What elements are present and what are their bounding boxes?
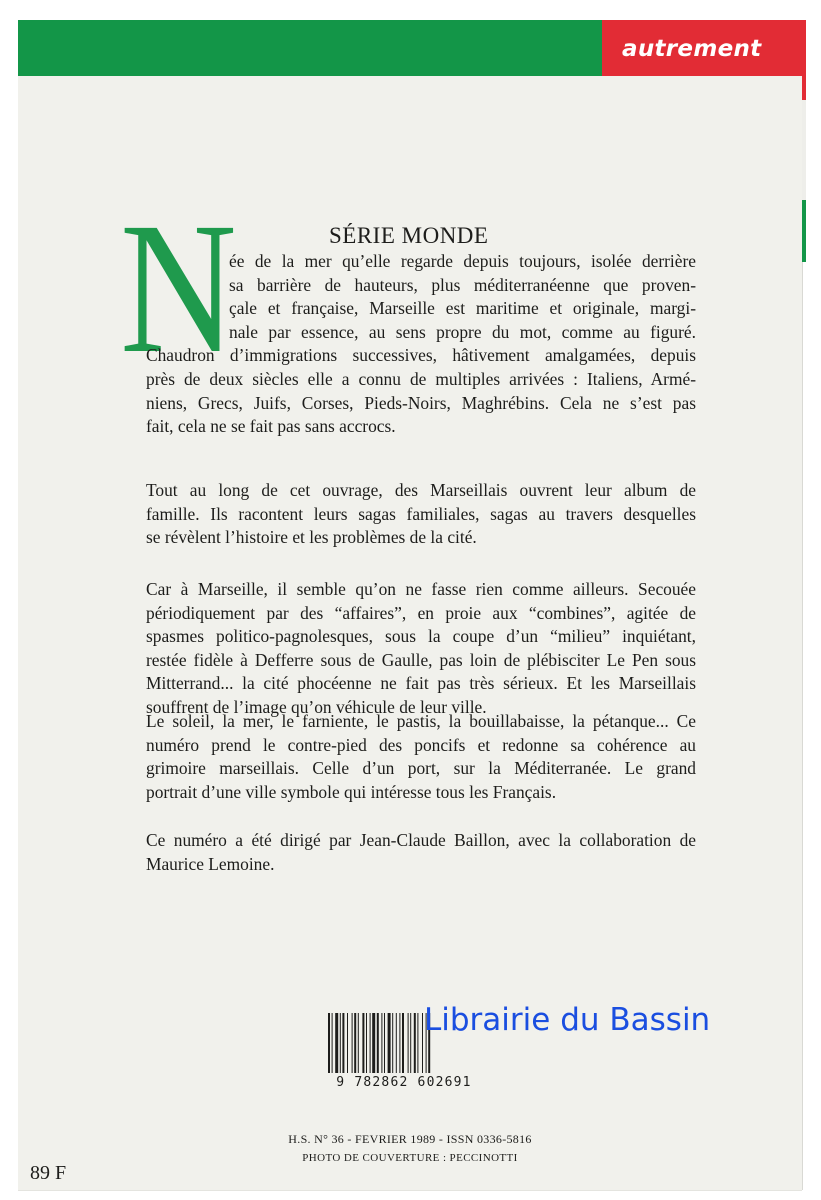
spine-white-edge <box>802 100 806 200</box>
spine-green-edge <box>802 200 806 262</box>
barcode-bar <box>372 1013 375 1073</box>
barcode-bar <box>399 1013 400 1073</box>
text-line: restée fidèle à Defferre sous de Gaulle, pas loin de plébisciter Le Pen sous <box>146 649 696 670</box>
text-line: près de deux siècles elle a connu de multiples arrivées : Italiens, Armé- <box>146 368 696 389</box>
barcode-bar <box>384 1013 385 1073</box>
barcode-bar <box>328 1013 330 1073</box>
barcode-bar <box>422 1013 423 1073</box>
spine-red-edge <box>802 20 806 100</box>
text-line: sa barrière de hauteurs, plus méditerranéenne que proven- <box>229 274 696 295</box>
text-line: grimoire marseillais. Celle d’un port, sur la Méditerranée. Le grand <box>146 758 696 779</box>
barcode-bar <box>354 1013 356 1073</box>
text-line: numéro prend le contre-pied des poncifs et redonne sa cohérence au <box>146 734 696 755</box>
text-line: ée de la mer qu’elle regarde depuis toujours, isolée derrière <box>229 251 696 271</box>
barcode-bar <box>417 1013 418 1073</box>
text-line: Mitterrand... la cité phocéenne ne fait pas très sérieux. Et les Marseillais <box>146 673 696 694</box>
text-line: Tout au long de cet ouvrage, des Marseillais ouvrent leur album de <box>146 480 696 500</box>
text-line: portrait d’une ville symbole qui intéresse tous les Français. <box>146 781 557 802</box>
barcode-bar <box>414 1013 416 1073</box>
text-line: Ce numéro a été dirigé par Jean-Claude Baillon, avec la collaboration de <box>146 830 696 850</box>
text-line: fait, cela ne se fait pas sans accrocs. <box>146 416 396 437</box>
barcode-bar <box>410 1013 411 1073</box>
text-line: périodiquement par des “affaires”, en proie aux “combines”, agitée de <box>146 602 696 623</box>
barcode-bar <box>352 1013 353 1073</box>
barcode-bar <box>408 1013 409 1073</box>
paragraph-credits <box>146 829 696 876</box>
barcode-digits: 9 782862 602691 <box>336 1075 472 1090</box>
text-line: Le soleil, la mer, le farniente, le pastis, la bouillabaisse, la pétanque... Ce <box>146 711 696 731</box>
barcode-bar <box>358 1013 359 1073</box>
drop-cap-letter: N <box>120 183 237 392</box>
green-header-band <box>18 20 602 76</box>
barcode-bar <box>347 1013 348 1073</box>
text-line: Car à Marseille, il semble qu’on ne fasse rien comme ailleurs. Secouée <box>146 579 696 599</box>
barcode-bar <box>381 1013 382 1073</box>
text-line: nale par essence, au sens propre du mot, comme au figuré. <box>229 321 696 342</box>
text-line: niens, Grecs, Juifs, Corses, Pieds-Noirs, Maghrébins. Cela ne s’est pas <box>146 392 696 413</box>
barcode-bar <box>342 1013 344 1073</box>
barcode-bar <box>340 1013 341 1073</box>
text-line: Maurice Lemoine. <box>146 853 275 874</box>
barcode-bar <box>402 1013 404 1073</box>
barcode-bar <box>377 1013 379 1073</box>
paragraph-album <box>146 479 696 550</box>
barcode-bar <box>362 1013 364 1073</box>
barcode-bar <box>388 1013 391 1073</box>
text-line: Chaudron d’immigrations successives, hâtivement amalgamées, depuis <box>146 345 696 366</box>
series-title: SÉRIE MONDE <box>329 223 489 248</box>
text-line: famille. Ils racontent leurs sagas familiales, sagas au travers desquelles <box>146 503 696 524</box>
barcode-bar <box>366 1013 367 1073</box>
issue-info: H.S. N° 36 - FEVRIER 1989 - ISSN 0336-5816 <box>288 1132 532 1146</box>
barcode-bar <box>392 1013 393 1073</box>
paragraph-intro <box>146 250 696 439</box>
text-line: spasmes politico-pagnolesques, sous la coupe d’un “milieu” inquiétant, <box>146 626 696 647</box>
publisher-logo: autrement <box>622 36 762 62</box>
paragraph-marseille <box>146 578 696 720</box>
barcode-bar <box>396 1013 397 1073</box>
barcode-bar <box>332 1013 333 1073</box>
paragraph-cliches <box>146 710 696 804</box>
bookseller-watermark: Librairie du Bassin <box>424 1002 711 1038</box>
photo-credit: PHOTO DE COUVERTURE : PECCINOTTI <box>302 1152 518 1164</box>
text-line: se révèlent l’histoire et les problèmes de la cité. <box>146 527 477 548</box>
text-line: souffrent de l’image qu’on véhicule de leur ville. <box>146 696 487 717</box>
barcode-bar <box>335 1013 338 1073</box>
price-label: 89 F <box>30 1162 67 1184</box>
text-line: çale et française, Marseille est maritime et originale, margi- <box>229 298 696 319</box>
barcode-bar <box>370 1013 371 1073</box>
